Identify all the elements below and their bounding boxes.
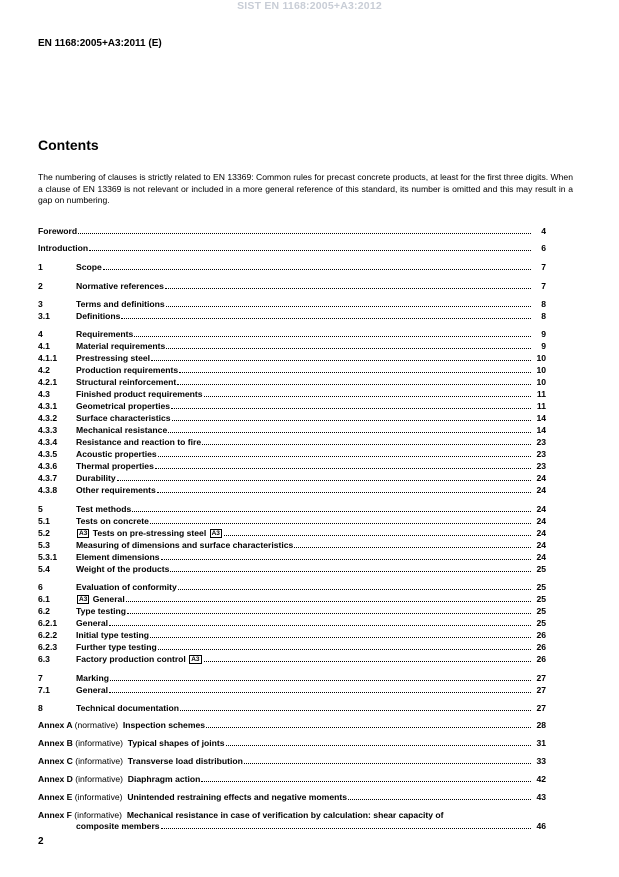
toc-entry-title: General [76,618,109,628]
toc-page-number: 9 [541,329,546,339]
dot-leader [150,516,531,524]
dot-leader [158,642,531,650]
toc-entry-title: Finished product requirements [76,389,203,399]
dot-leader [177,377,531,385]
page-number: 2 [38,836,44,847]
toc-page-number: 8 [541,299,546,309]
dot-leader [168,425,531,433]
toc-section-number: 4.3.8 [38,485,58,495]
toc-entry-label [76,552,160,563]
toc-entry[interactable] [38,461,546,472]
toc-entry-title: Further type testing [76,642,157,652]
toc-entry[interactable] [38,720,546,731]
toc-entry-label [76,485,156,496]
amendment-start-marker: A3 [79,596,88,603]
toc-section-number: 4.1.1 [38,353,58,363]
toc-page-number: 25 [536,582,546,592]
toc-page-number: 11 [536,389,546,399]
toc-section-number: 4.3.5 [38,449,58,459]
toc-entry[interactable] [38,673,546,684]
toc-page-number: 10 [536,353,546,363]
toc-section-number: 6.2.1 [38,618,58,628]
amendment-start-marker: A3 [79,530,88,537]
toc-entry-label [76,449,157,460]
toc-entry[interactable] [38,528,546,539]
toc-entry-label [76,642,157,653]
toc-entry-title: Type testing [76,606,126,616]
toc-entry-title: General [76,685,109,695]
toc-entry-label [76,299,165,310]
toc-page-number: 24 [536,473,546,483]
toc-entry-title: Surface characteristics [76,413,171,423]
toc-entry[interactable] [38,618,546,629]
toc-entry-label [38,226,77,237]
annex-label: Annex D [38,774,73,784]
document-id: EN 1168:2005+A3:2011 (E) [38,38,162,49]
toc-entry-title: Measuring of dimensions and surface characteristics [76,540,294,550]
dot-leader [161,552,531,560]
toc-entry-label [38,243,88,254]
toc-entry-label [76,582,177,593]
dot-leader [134,329,531,337]
toc-entry-title: Factory production control [76,654,186,664]
annex-label: Annex E [38,792,73,802]
dot-leader [204,389,531,397]
dot-leader [244,756,531,764]
toc-section-number: 4 [38,329,43,339]
toc-entry[interactable] [38,243,546,254]
toc-entry[interactable] [38,756,546,767]
toc-entry-title: Geometrical properties [76,401,171,411]
toc-entry[interactable] [38,281,546,292]
toc-section-number: 4.2.1 [38,377,58,387]
toc-page-number: 42 [536,774,546,784]
dot-leader [348,792,531,800]
toc-section-number: 5.1 [38,516,50,526]
toc-annex-title [38,756,243,767]
annex-label: Annex F [38,810,72,820]
toc-entry-label [76,311,120,322]
toc-section-number: 5 [38,504,43,514]
toc-entry[interactable] [38,437,546,448]
toc-entry[interactable] [38,425,546,436]
toc-page-number: 10 [536,365,546,375]
toc-entry-label [76,618,108,629]
toc-entry-title: Foreword [38,226,78,236]
toc-page-number: 25 [536,564,546,574]
toc-entry-label [76,461,154,472]
toc-entry[interactable] [38,582,546,593]
annex-label: Annex A [38,720,73,730]
toc-entry-title: Mechanical resistance [76,425,168,435]
dot-leader [165,281,531,289]
dot-leader [89,243,531,251]
dot-leader [126,594,531,602]
toc-entry[interactable] [38,654,546,665]
toc-entry-title: Introduction [38,243,89,253]
intro-paragraph: The numbering of clauses is strictly related to EN 13369: Common rules for precast concrete products, at least for the first three digits. When a clause of EN 13369 is not relevant or included in a more general reference of this standard, its number is omitted and this may result in a gap on numbering. [38,172,573,206]
toc-entry-label [76,262,102,273]
toc-section-number: 4.3.4 [38,437,58,447]
toc-entry[interactable] [38,630,546,641]
toc-entry-label [76,606,126,617]
annex-type: (informative) [75,774,124,784]
toc-entry-title: Resistance and reaction to fire [76,437,202,447]
toc-section-number: 5.2 [38,528,50,538]
toc-entry-title: Prestressing steel [76,353,151,363]
toc-page-number: 24 [536,516,546,526]
toc-page-number: 31 [536,738,546,748]
dot-leader [170,564,531,572]
toc-page-number: 43 [536,792,546,802]
toc-entry[interactable] [38,377,546,388]
toc-section-number: 4.3.2 [38,413,58,423]
toc-entry[interactable] [38,401,546,412]
toc-entry[interactable] [38,540,546,551]
toc-entry-title: Initial type testing [76,630,150,640]
toc-entry[interactable] [38,389,546,400]
toc-page-number: 7 [541,281,546,291]
toc-page-number: 33 [536,756,546,766]
toc-entry-title: General [92,594,125,604]
toc-entry-title: Tests on concrete [76,516,149,526]
toc-entry[interactable] [38,703,546,714]
toc-page-number: 8 [541,311,546,321]
toc-entry-label [76,630,149,641]
annex-type: (informative) [75,756,124,766]
watermark: SIST EN 1168:2005+A3:2012 [237,0,382,12]
dot-leader [204,654,531,662]
dot-leader [224,528,531,536]
dot-leader [78,226,531,234]
toc-entry[interactable] [38,311,546,322]
toc-entry-label [76,425,167,436]
toc-entry-label [76,673,109,684]
toc-section-number: 6.3 [38,654,50,664]
toc-entry-title: Acoustic properties [76,449,157,459]
toc-entry[interactable] [38,504,546,515]
toc-entry-label [76,654,203,665]
toc-entry-title: Element dimensions [76,552,160,562]
toc-entry-title: Material requirements [76,341,166,351]
dot-leader [179,365,531,373]
toc-entry-title: Production requirements [76,365,179,375]
toc-section-number: 6.2 [38,606,50,616]
toc-entry-title: Definitions [76,311,121,321]
toc-entry-label [76,401,170,412]
toc-entry[interactable] [38,564,546,575]
toc-entry-title: Transverse load distribution [127,756,243,766]
toc-page-number: 27 [536,673,546,683]
annex-type: (informative) [74,810,123,820]
toc-entry[interactable] [38,810,546,832]
toc-page-number: 7 [541,262,546,272]
toc-page-number: 14 [536,413,546,423]
dot-leader [202,437,531,445]
toc-entry-title: Requirements [76,329,134,339]
dot-leader [178,582,531,590]
toc-entry-label [76,413,171,424]
dot-leader [157,485,531,493]
toc-entry-title: Weight of the products [76,564,170,574]
toc-entry[interactable] [38,774,546,785]
toc-entry-label [76,540,293,551]
toc-entry-title: Mechanical resistance in case of verification by calculation: shear capacity of [126,810,444,820]
toc-entry-label [76,281,164,292]
toc-entry[interactable] [38,516,546,527]
toc-entry-label [76,365,178,376]
toc-page-number: 14 [536,425,546,435]
toc-section-number: 6.2.2 [38,630,58,640]
toc-entry[interactable] [38,792,546,803]
dot-leader [121,311,531,319]
toc-page-number: 24 [536,552,546,562]
toc-page-number: 24 [536,528,546,538]
toc-page-number: 25 [536,606,546,616]
toc-page-number: 11 [536,401,546,411]
toc-page-number: 25 [536,618,546,628]
dot-leader [109,618,531,626]
toc-entry-title: Thermal properties [76,461,154,471]
page-title: Contents [38,137,99,153]
toc-page-number: 26 [536,630,546,640]
toc-entry-title: Other requirements [76,485,156,495]
annex-label: Annex B [38,738,73,748]
toc-section-number: 1 [38,262,43,272]
toc-page-number: 10 [536,377,546,387]
toc-section-number: 6.2.3 [38,642,58,652]
toc-entry[interactable] [38,341,546,352]
toc-entry[interactable] [38,642,546,653]
toc-entry-title: Unintended restraining effects and negative moments [127,792,347,802]
toc-section-number: 4.3.6 [38,461,58,471]
toc-page-number: 28 [536,720,546,730]
toc-entry[interactable] [38,606,546,617]
dot-leader [201,774,531,782]
dot-leader [132,504,531,512]
toc-page-number: 23 [536,461,546,471]
toc-entry-label [76,353,150,364]
dot-leader [226,738,531,746]
dot-leader [172,413,531,421]
dot-leader [294,540,531,548]
toc-page-number: 23 [536,437,546,447]
toc-annex-title [38,810,444,820]
dot-leader [180,703,531,711]
toc-entry[interactable] [38,473,546,484]
toc-section-number: 7.1 [38,685,50,695]
toc-page-number: 24 [536,485,546,495]
dot-leader [127,606,531,614]
toc-entry-label [76,516,149,527]
toc-entry[interactable] [38,329,546,340]
amendment-end-marker: A3 [191,656,200,663]
toc-entry[interactable] [38,594,546,605]
toc-entry-title: Normative references [76,281,164,291]
toc-entry-label [76,703,179,714]
toc-entry[interactable] [38,353,546,364]
toc-section-number: 6.1 [38,594,50,604]
toc-entry-title: Inspection schemes [122,720,206,730]
toc-entry-label [76,341,165,352]
annex-type: (informative) [74,792,123,802]
toc-entry-label [76,504,131,515]
dot-leader [155,461,531,469]
toc-entry-title: Diaphragm action [127,774,201,784]
dot-leader [206,720,531,728]
toc-entry[interactable] [38,485,546,496]
toc-entry-label [76,437,201,448]
annex-type: (normative) [74,720,119,730]
toc-entry-title: Terms and definitions [76,299,165,309]
toc-entry-title: Structural reinforcement [76,377,177,387]
toc-entry-label [76,473,116,484]
toc-section-number: 8 [38,703,43,713]
toc-page-number: 23 [536,449,546,459]
toc-section-number: 5.3.1 [38,552,58,562]
dot-leader [166,299,531,307]
toc-entry[interactable] [38,685,546,696]
toc-entry[interactable] [38,365,546,376]
toc-entry-label [76,564,169,575]
toc-entry[interactable] [38,226,546,237]
toc-page-number: 9 [541,341,546,351]
toc-entry-title: Marking [76,673,109,683]
toc-entry-label [76,594,125,605]
toc-page-number: 4 [541,226,546,236]
toc-section-number: 4.3.3 [38,425,58,435]
dot-leader [161,821,531,829]
toc-section-number: 4.3 [38,389,50,399]
toc-entry-label [76,528,223,539]
dot-leader [150,630,531,638]
toc-entry-title: Scope [76,262,102,272]
toc-annex-line1 [38,810,546,821]
toc-entry-title: Technical documentation [76,703,179,713]
annex-label: Annex C [38,756,73,766]
toc-section-number: 6 [38,582,43,592]
dot-leader [158,449,531,457]
toc-section-number: 7 [38,673,43,683]
toc-annex-title [38,792,347,803]
toc-section-number: 3.1 [38,311,50,321]
toc-page-number: 27 [536,685,546,695]
dot-leader [103,262,531,270]
toc-page-number: 46 [536,821,546,831]
toc-entry-title: Typical shapes of joints [127,738,225,748]
toc-entry-title-cont: composite members [76,821,160,831]
toc-annex-title [38,738,225,749]
toc-annex-line2 [38,821,546,832]
toc-section-number: 5.3 [38,540,50,550]
toc-entry-title: Evaluation of conformity [76,582,177,592]
toc-annex-title [38,774,200,785]
dot-leader [166,341,531,349]
toc-entry-label [76,329,133,340]
toc-page-number: 24 [536,504,546,514]
toc-entry[interactable] [38,262,546,273]
annex-type: (informative) [75,738,124,748]
dot-leader [171,401,531,409]
dot-leader [109,685,531,693]
toc-entry[interactable] [38,738,546,749]
toc-page-number: 24 [536,540,546,550]
toc-section-number: 4.3.1 [38,401,58,411]
toc-page-number: 26 [536,654,546,664]
toc-entry[interactable] [38,413,546,424]
toc-page-number: 25 [536,594,546,604]
toc-section-number: 3 [38,299,43,309]
dot-leader [117,473,531,481]
toc-entry-title: Test methods [76,504,132,514]
toc-section-number: 4.3.7 [38,473,58,483]
toc-annex-title [38,720,205,731]
toc-page-number: 6 [541,243,546,253]
dot-leader [151,353,531,361]
toc-section-number: 2 [38,281,43,291]
toc-entry-title: Tests on pre-stressing steel [92,528,207,538]
toc-entry-label [76,377,176,388]
toc-entry[interactable] [38,449,546,460]
toc-section-number: 4.1 [38,341,50,351]
toc-entry-title: Durability [76,473,116,483]
toc-page-number: 26 [536,642,546,652]
toc-entry-label [76,389,203,400]
toc-page-number: 27 [536,703,546,713]
toc-section-number: 5.4 [38,564,50,574]
amendment-end-marker: A3 [211,530,220,537]
toc-entry[interactable] [38,552,546,563]
toc-entry[interactable] [38,299,546,310]
toc-section-number: 4.2 [38,365,50,375]
dot-leader [110,673,531,681]
toc-entry-label [76,685,108,696]
